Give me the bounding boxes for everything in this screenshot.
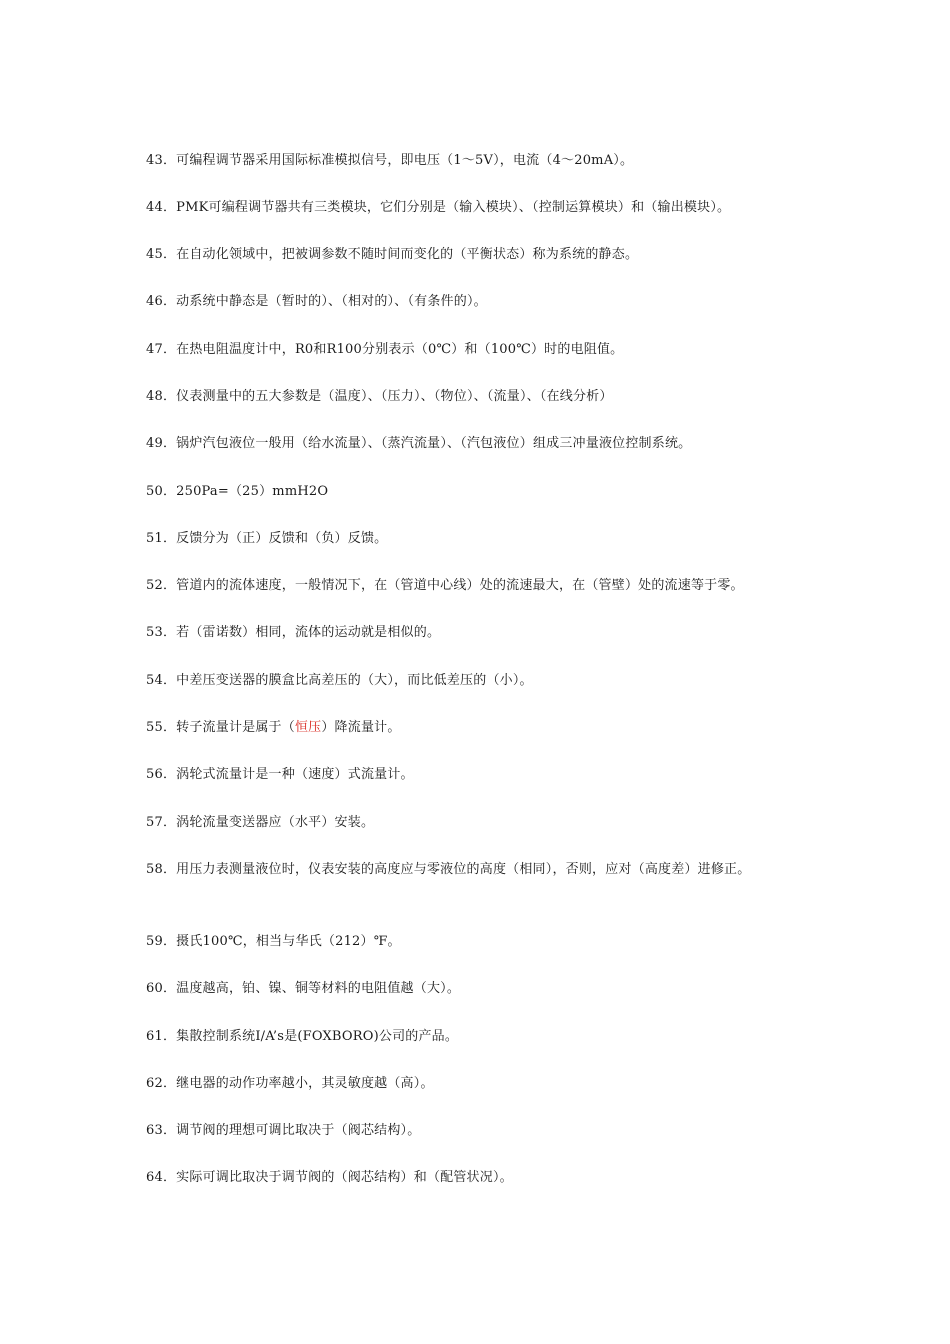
question-47: 47．在热电阻温度计中，R0和R100分别表示（0℃）和（100℃）时的电阻值。 <box>146 342 624 357</box>
question-52: 52．管道内的流体速度，一般情况下，在（管道中心线）处的流速最大，在（管壁）处的流速等于零。 <box>146 578 744 593</box>
question-46: 46．动系统中静态是（暂时的）、（相对的）、（有条件的）。 <box>146 294 487 309</box>
question-55-suffix: ）降流量计。 <box>321 720 401 735</box>
question-61: 61．集散控制系统I/A’s是(FOXBORO)公司的产品。 <box>146 1029 459 1044</box>
question-54: 54．中差压变送器的膜盒比高差压的（大），而比低差压的（小）。 <box>146 673 533 688</box>
question-60: 60．温度越高，铂、镍、铜等材料的电阻值越（大）。 <box>146 981 461 996</box>
question-59: 59．摄氏100℃，相当与华氏（212）℉。 <box>146 934 401 949</box>
question-49: 49．锅炉汽包液位一般用（给水流量）、（蒸汽流量）、（汽包液位）组成三冲量液位控制系统。 <box>146 436 692 451</box>
question-63: 63．调节阀的理想可调比取决于（阀芯结构）。 <box>146 1123 421 1138</box>
question-55-highlight: 恒压 <box>294 720 322 735</box>
question-43: 43．可编程调节器采用国际标准模拟信号，即电压（1～5V），电流（4～20mA）。 <box>146 153 634 168</box>
question-45: 45．在自动化领域中，把被调参数不随时间而变化的（平衡状态）称为系统的静态。 <box>146 247 639 262</box>
question-57: 57．涡轮流量变送器应（水平）安装。 <box>146 815 375 830</box>
question-53: 53．若（雷诺数）相同，流体的运动就是相似的。 <box>146 625 441 640</box>
question-44: 44．PMK可编程调节器共有三类模块，它们分别是（输入模块）、（控制运算模块）和（输出模块）。 <box>146 200 731 215</box>
question-56: 56．涡轮式流量计是一种（速度）式流量计。 <box>146 767 414 782</box>
question-55 <box>146 718 796 738</box>
question-51: 51．反馈分为（正）反馈和（负）反馈。 <box>146 531 388 546</box>
question-55-prefix: 55．转子流量计是属于（ <box>146 720 295 735</box>
question-58: 58．用压力表测量液位时，仪表安装的高度应与零液位的高度（相同），否则，应对（高度差）进修正。 <box>146 862 751 877</box>
question-50: 50．250Pa=（25）mmH2O <box>146 484 329 499</box>
question-48: 48．仪表测量中的五大参数是（温度）、（压力）、（物位）、（流量）、（在线分析） <box>146 389 613 404</box>
question-62: 62．继电器的动作功率越小，其灵敏度越（高）。 <box>146 1076 434 1091</box>
question-64: 64．实际可调比取决于调节阀的（阀芯结构）和（配管状况）。 <box>146 1170 513 1185</box>
